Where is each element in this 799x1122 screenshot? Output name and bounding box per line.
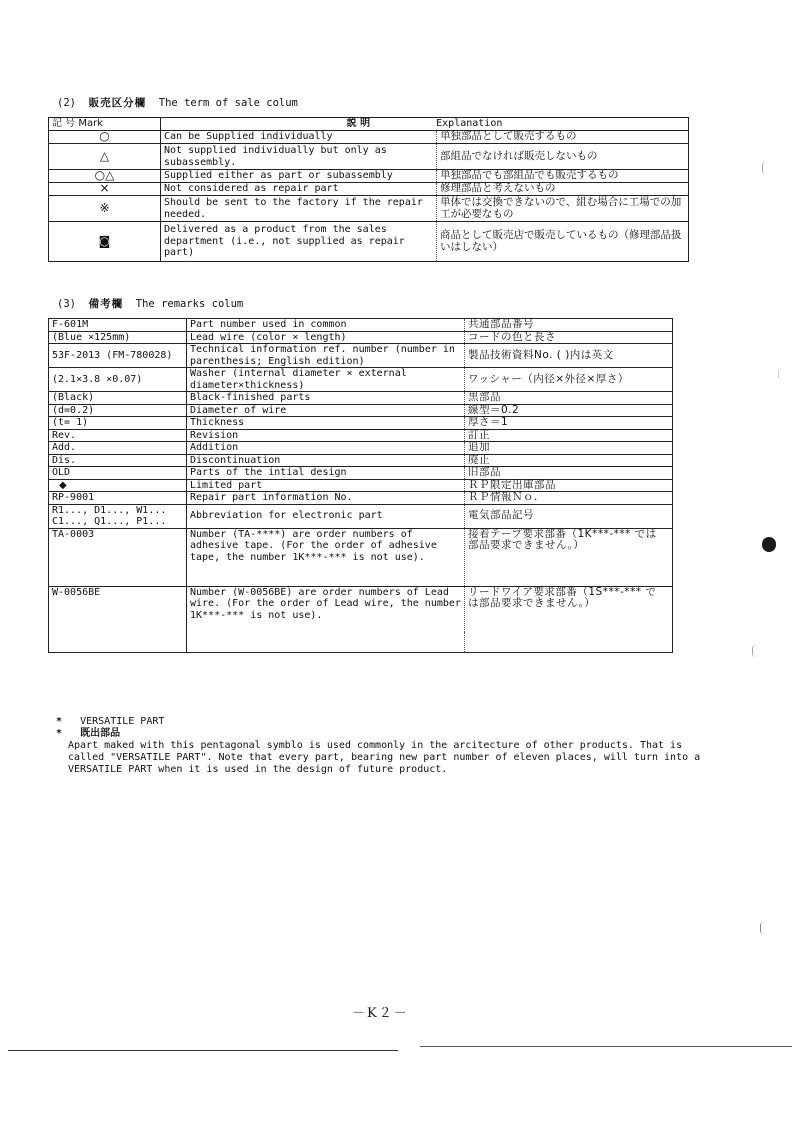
table-row [49, 504, 673, 528]
table-row [49, 170, 689, 183]
section3-number: (3) [57, 298, 76, 310]
section3-title-jp: 備考欄 [88, 298, 124, 310]
table-row [49, 467, 673, 480]
explanation-jp: 単独部品でも部組品でも販売するもの [437, 170, 689, 183]
table-row [49, 368, 673, 392]
section2-title-jp: 販売区分欄 [88, 97, 147, 109]
remark-code: Add. [49, 442, 187, 455]
mark-cell: ※ [49, 196, 161, 222]
remark-jp: ワッシャー（内径×外径×厚さ） [465, 368, 673, 392]
remark-jp: 追加 [465, 442, 673, 455]
mark-cell: △ [49, 144, 161, 170]
table-row [49, 454, 673, 467]
remark-code: RP-9001 [49, 492, 187, 505]
table-row [49, 492, 673, 505]
table-row [49, 344, 673, 368]
bottom-rule-left [8, 1050, 398, 1051]
section2-number: (2) [57, 97, 76, 109]
table-row [49, 417, 673, 430]
remark-code: Rev. [49, 429, 187, 442]
explanation-en: Not supplied individually but only as subassembly. [161, 144, 437, 170]
header-explanation-en: Explanation [436, 118, 503, 130]
remark-en: Lead wire (color × length) [187, 331, 465, 344]
section3-heading [57, 296, 243, 311]
mark-cell: ○△ [49, 170, 161, 183]
mark-cell: ◙ [49, 222, 161, 262]
explanation-jp: 単独部品として販売するもの [437, 131, 689, 144]
remark-en: Discontinuation [187, 454, 465, 467]
sale-term-table [48, 117, 689, 262]
remark-jp: ＲＰ限定出庫部品 [465, 479, 673, 492]
remark-en: Thickness [187, 417, 465, 430]
remark-code: TA-0003 [49, 528, 187, 586]
remark-code: R1..., D1..., W1... C1..., Q1..., P1... [49, 504, 187, 528]
remark-en: Repair part information No. [187, 492, 465, 505]
table-row [49, 442, 673, 455]
remark-en: Addition [187, 442, 465, 455]
header-explanation-jp: 説 明 [346, 118, 371, 130]
remark-jp: 共通部品番号 [465, 319, 673, 332]
remark-en: Number (TA-****) are order numbers of adhesive tape. (For the order of adhesive tape, the number 1K***-*** is not use). [187, 528, 465, 586]
page-number: －K２－ [352, 1006, 409, 1021]
table-row [49, 319, 673, 332]
table-row [49, 479, 673, 492]
remark-jp: 線型＝0.2 [465, 404, 673, 417]
remark-en: Washer (internal diameter × external diameter×thickness) [187, 368, 465, 392]
remark-en: Limited part [187, 479, 465, 492]
section2-heading [57, 95, 298, 110]
explanation-jp: 単体では交換できないので、組む場合に工場での加工が必要なもの [437, 196, 689, 222]
explanation-jp: 商品として販売店で販売しているもの（修理部品扱いはしない） [437, 222, 689, 262]
explanation-jp: 修理部品と考えないもの [437, 183, 689, 196]
header-explanation [161, 118, 689, 131]
remark-jp: 黒部品 [465, 392, 673, 405]
explanation-jp: 部組品でなければ販売しないもの [437, 144, 689, 170]
section3-title-en: The remarks colum [135, 298, 244, 310]
remark-code: (Blue ×125mm) [49, 331, 187, 344]
table-row [49, 222, 689, 262]
remark-jp: 製品技術資料No. ( )内は英文 [465, 344, 673, 368]
remark-en: Revision [187, 429, 465, 442]
mark-cell: ○ [49, 131, 161, 144]
remark-jp: 電気部品記号 [465, 504, 673, 528]
remarks-table [48, 318, 673, 653]
table-row [49, 144, 689, 170]
explanation-en: Can be Supplied individually [161, 131, 437, 144]
spacer-cell [187, 632, 465, 653]
remark-code: (Black) [49, 392, 187, 405]
remark-jp: 廃止 [465, 454, 673, 467]
table-row [49, 586, 673, 632]
remark-en: Black-finished parts [187, 392, 465, 405]
remark-jp: ＲＰ情報Ｎｏ. [465, 492, 673, 505]
remark-code: W-0056BE [49, 586, 187, 632]
table-header-row [49, 118, 689, 131]
explanation-en: Not considered as repair part [161, 183, 437, 196]
remark-code: 53F-2013 (FM-780028) [49, 344, 187, 368]
remark-code: Dis. [49, 454, 187, 467]
remark-en: Part number used in common [187, 319, 465, 332]
punch-hole-mark [752, 645, 759, 657]
remark-jp: 接着テープ要求部番（1K***-*** では部品要求できません。） [465, 528, 673, 586]
note-body: Apart maked with this pentagonal symblo is used commonly in the arcitecture of other products. That is called "VERSATILE PART". Note that every part, bearing new part number of eleven places, will turn into a VERSATILE PART when it is used in the design of future product. [68, 740, 701, 775]
remark-en: Technical information ref. number (number in parenthesis; English edition) [187, 344, 465, 368]
remark-code: (2.1×3.8 ×0.07) [49, 368, 187, 392]
table-row [49, 429, 673, 442]
note-star: * [56, 728, 63, 739]
note-title-en: VERSATILE PART [80, 716, 165, 727]
remark-code: (d=0.2) [49, 404, 187, 417]
punch-hole-mark [760, 922, 767, 934]
note-line-1 [56, 716, 708, 728]
punch-hole-mark [762, 537, 776, 552]
remark-en: Diameter of wire [187, 404, 465, 417]
header-mark: 記 号 Mark [49, 118, 161, 131]
explanation-en: Delivered as a product from the sales department (i.e., not supplied as repair part) [161, 222, 437, 262]
versatile-part-notes [56, 716, 708, 776]
table-row [49, 183, 689, 196]
spacer-cell [49, 632, 187, 653]
table-row [49, 131, 689, 144]
note-star: * [56, 716, 63, 727]
punch-hole-mark [778, 368, 785, 380]
remark-jp: 訂正 [465, 429, 673, 442]
mark-cell: × [49, 183, 161, 196]
explanation-en: Should be sent to the factory if the repair needed. [161, 196, 437, 222]
table-spacer-row [49, 632, 673, 653]
note-title-jp: 既出部品 [80, 728, 121, 739]
remark-jp: コードの色と長さ [465, 331, 673, 344]
table-row [49, 331, 673, 344]
table-row [49, 392, 673, 405]
table-row [49, 528, 673, 586]
remark-code: OLD [49, 467, 187, 480]
remark-jp: リードワイア要求部番（1S***-*** では部品要求できません。） [465, 586, 673, 632]
table-row [49, 404, 673, 417]
spacer-cell [465, 632, 673, 653]
remark-jp: 厚さ＝1 [465, 417, 673, 430]
section2-title-en: The term of sale colum [158, 97, 298, 109]
punch-hole-mark [762, 162, 769, 174]
remark-en: Abbreviation for electronic part [187, 504, 465, 528]
remark-code: ◆ [49, 479, 187, 492]
remark-code: (t= 1) [49, 417, 187, 430]
remark-jp: 旧部品 [465, 467, 673, 480]
table-row [49, 196, 689, 222]
explanation-en: Supplied either as part or subassembly [161, 170, 437, 183]
note-line-2 [56, 728, 708, 740]
remark-en: Number (W-0056BE) are order numbers of Lead wire. (For the order of Lead wire, the number 1K***-*** is not use). [187, 586, 465, 632]
bottom-rule-right [420, 1046, 792, 1047]
remark-en: Parts of the intial design [187, 467, 465, 480]
remark-code: F-601M [49, 319, 187, 332]
